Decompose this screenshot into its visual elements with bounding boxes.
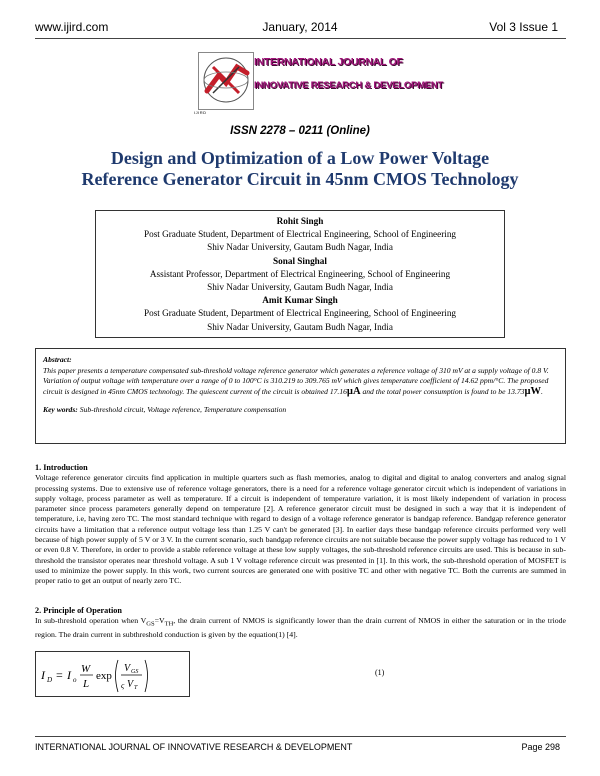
unit-microwatt: µW [524, 385, 542, 397]
svg-text:D: D [47, 676, 53, 684]
title-line-2: Reference Generator Circuit in 45nm CMOS Technology [81, 169, 519, 189]
header-website: www.ijird.com [35, 20, 109, 34]
section-body: In sub-threshold operation when $V_{GS}=V_{TH}$, the drain current of NMOS is significantly lower than the drain current of NMOS in either the saturation or in the triode region. The drain current in subthreshold conduction is given by the equation(1) [4]. [35, 616, 566, 640]
footer-page: Page 298 [521, 742, 560, 752]
svg-text:exp: exp [96, 670, 112, 682]
svg-text:L: L [83, 678, 90, 690]
abstract-box [35, 348, 566, 444]
svg-text:I: I [67, 668, 71, 682]
logo-line-1: INTERNATIONAL JOURNAL OF [254, 56, 403, 68]
svg-text:o: o [73, 676, 77, 684]
paper-title [60, 148, 540, 190]
logo-emblem-icon [198, 52, 254, 110]
keywords-label: Key words: [43, 405, 78, 415]
footer-divider [35, 736, 566, 737]
header-volume: Vol 3 Issue 1 [489, 20, 558, 34]
section-body: Voltage reference generator circuits find application in multiple quarters such as flash memories, analog to digital and digital to analog converters and analog signal processing systems. Due to extensive use of reference voltage generators, there is a need for a reference voltage generator circuit which is independent of variations in supply voltage, process parameter as well as temperature. If a circuit is independent of temperature variation, it is most likely independent of variation in process parameter since process parameters generally depend on temperature [2]. A reference generator circuit must be designed in such a way that it is independent of temperature, i.e, having zero TC. The most standard technique with regard to design of a voltage reference generator is bandgap reference. Bandgap reference generator circuits have a limitation that a reference output voltage less than 1.25 V can't be generated [3]. In earlier days these bandgap reference circuits performed very well because of high power supply of 5 V or 3 V. In the current scenario, such bandgap reference circuits are not suitable because the power supply voltage has reduced to 1 V or even 0.8 V. Therefore, in order to provide a stable reference voltage at these low supply voltages, the sub-threshold reference circuits are used. This is because in sub-threshold the transistor operates near threshold voltage. A sub 1 V voltage reference circuit was presented in [1]. In this work, the sub-threshold operation of MOSFET is used to minimize the power supply. In this work, two current sources are generated one with positive TC and other with negative TC. Both the currents are summed in proper ratio to get an output of nearly zero TC. [35, 473, 566, 586]
keywords-text: Sub-threshold circuit, Voltage reference, Temperature compensation [79, 405, 287, 415]
equation-number: (1) [375, 668, 385, 677]
svg-text:ς: ς [121, 681, 125, 690]
logo-line-2: INNOVATIVE RESEARCH & DEVELOPMENT [254, 80, 444, 91]
footer-journal: INTERNATIONAL JOURNAL OF INNOVATIVE RESEARCH & DEVELOPMENT [35, 742, 353, 752]
title-line-1: Design and Optimization of a Low Power Voltage [110, 148, 490, 168]
equation-box [35, 651, 190, 697]
author-name: Sonal Singhal [273, 255, 327, 266]
svg-text:GS: GS [131, 669, 139, 675]
journal-logo [192, 50, 444, 120]
unit-microamp: µA [346, 385, 361, 397]
svg-text:V: V [127, 679, 134, 690]
abstract-label: Abstract: [43, 355, 72, 364]
author-affiliation: Shiv Nadar University, Gautam Budh Nagar, India [207, 321, 393, 332]
svg-text:=: = [56, 668, 63, 682]
author-affiliation: Post Graduate Student, Department of Electrical Engineering, School of Engineering [143, 229, 457, 240]
author-affiliation: Assistant Professor, Department of Electrical Engineering, School of Engineering [149, 268, 451, 279]
section-introduction [35, 463, 566, 587]
svg-text:W: W [81, 663, 91, 675]
author-affiliation: Shiv Nadar University, Gautam Budh Nagar, India [207, 242, 393, 253]
keywords [43, 405, 558, 416]
svg-text:T: T [134, 685, 138, 691]
author-affiliation: Post Graduate Student, Department of Electrical Engineering, School of Engineering [143, 308, 457, 319]
author-affiliation: Shiv Nadar University, Gautam Budh Nagar, India [207, 282, 393, 293]
section-heading: 2. Principle of Operation [35, 606, 122, 615]
logo-caption: IJIRD [194, 110, 207, 115]
author-name: Rohit Singh [276, 216, 324, 226]
abstract-text: This paper presents a temperature compensated sub-threshold voltage reference generator which generates a reference voltage of 310 mV at a supply voltage of 0.8 V. Variation of output voltage with temperature over a range of 0 to 100°C is 310.219 to 309.765 mV which gives temperature coefficient of 14.62 ppm/°C. The proposed circuit is designed in 45nm CMOS technology. The quiescent current of the circuit is obtained 17.16µA and the total power consumption is found to be 13.73µW. [43, 365, 549, 397]
author-name: Amit Kumar Singh [262, 295, 338, 306]
svg-text:V: V [124, 663, 131, 674]
section-heading: 1. Introduction [35, 463, 88, 472]
authors-box [95, 210, 505, 338]
header-date: January, 2014 [262, 20, 338, 34]
header-divider [35, 38, 566, 39]
section-principle [35, 606, 566, 640]
issn: ISSN 2278 – 0211 (Online) [230, 125, 370, 137]
svg-text:I: I [41, 668, 45, 682]
